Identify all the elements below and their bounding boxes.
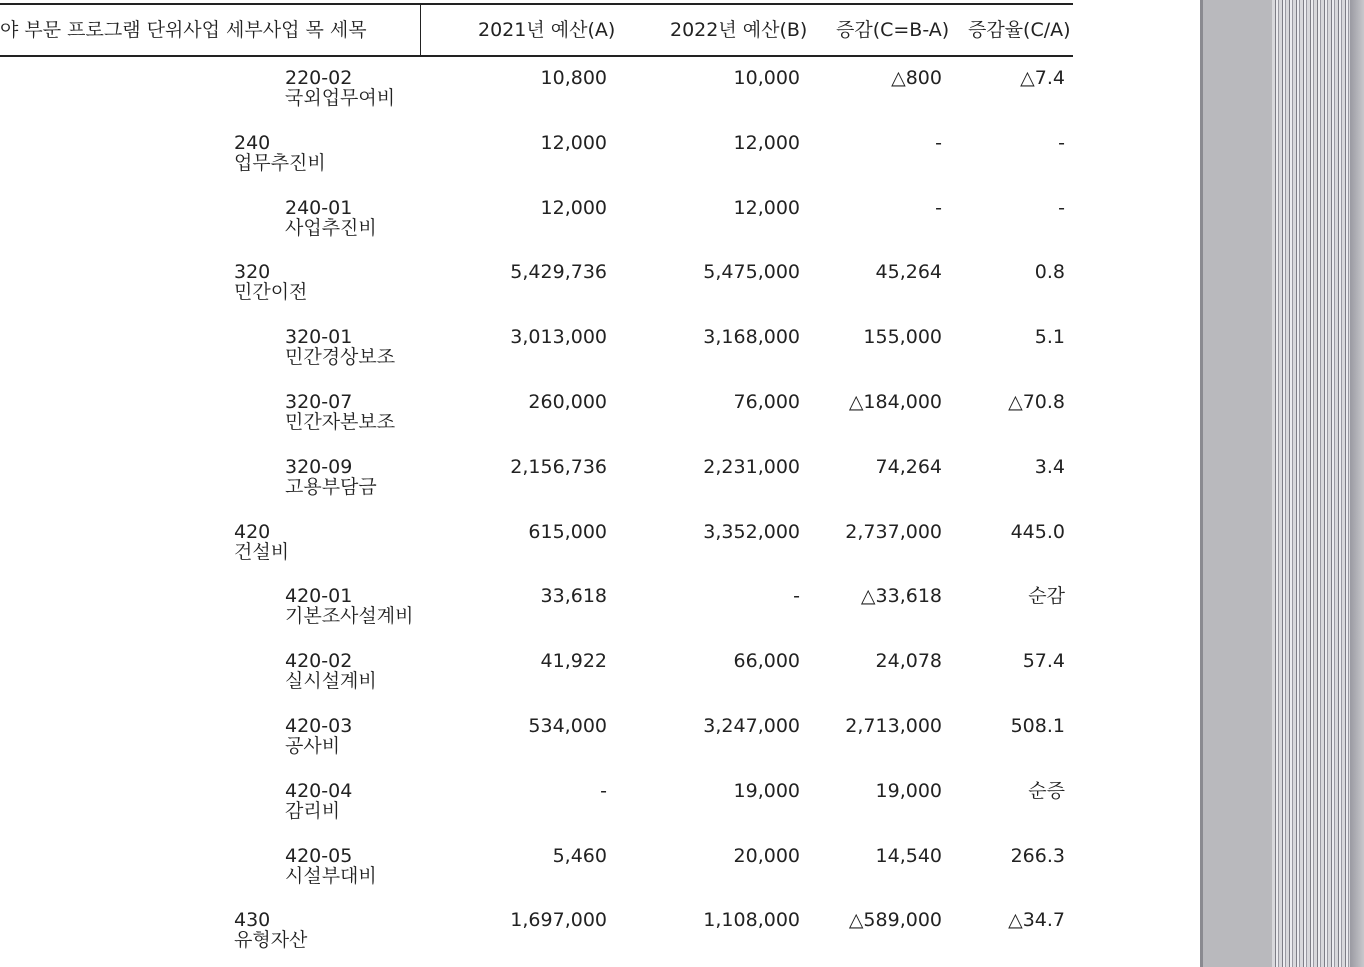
- budget-2022-cell: 12,000: [733, 196, 800, 219]
- budget-2022-cell: 76,000: [733, 390, 800, 413]
- difference-cell: △800: [891, 67, 942, 89]
- change-rate-cell: 57.4: [1022, 650, 1065, 673]
- item-code: 420-05: [285, 844, 353, 867]
- item-label: [285, 651, 377, 691]
- budget-2022-cell: 10,000: [733, 67, 800, 89]
- change-rate-cell: 266.3: [1010, 844, 1065, 867]
- budget-2021-cell: 615,000: [528, 520, 607, 543]
- item-label: [285, 327, 395, 367]
- item-code: 420-03: [285, 714, 353, 737]
- item-name: 민간경상보조: [285, 346, 396, 369]
- item-name: 실시설계비: [285, 670, 377, 693]
- difference-cell: 24,078: [875, 650, 942, 673]
- item-label: [234, 262, 307, 302]
- budget-2021-cell: -: [600, 779, 607, 802]
- budget-2021-cell: 5,460: [552, 844, 607, 867]
- item-code: 320-09: [285, 455, 353, 478]
- item-label: [285, 716, 352, 756]
- budget-2022-cell: 20,000: [733, 844, 800, 867]
- item-label: [285, 846, 377, 886]
- difference-cell: 14,540: [875, 844, 942, 867]
- change-rate-cell: 445.0: [1010, 520, 1065, 543]
- item-code: 240-01: [285, 196, 353, 219]
- table-row: [0, 898, 1100, 963]
- item-code: 320-07: [285, 390, 353, 413]
- table-row: [0, 56, 1100, 121]
- difference-cell: -: [935, 196, 942, 219]
- change-rate-cell: 508.1: [1010, 714, 1065, 737]
- difference-cell: 19,000: [875, 779, 942, 802]
- budget-2021-cell: 3,013,000: [510, 326, 607, 349]
- table-row: [0, 186, 1100, 251]
- difference-cell: -: [935, 131, 942, 154]
- table-row: [0, 639, 1100, 704]
- change-rate-cell: 5.1: [1034, 326, 1065, 349]
- item-label: [285, 68, 395, 108]
- header-category-columns: 야 부문 프로그램 단위사업 세부사업 목 세목: [0, 19, 367, 41]
- header-column-divider: [420, 4, 421, 56]
- change-rate-cell: 0.8: [1034, 261, 1065, 284]
- difference-cell: 74,264: [875, 455, 942, 478]
- budget-2022-cell: 5,475,000: [703, 261, 800, 284]
- budget-2022-cell: 66,000: [733, 650, 800, 673]
- table-row: [0, 315, 1100, 380]
- item-label: [234, 133, 326, 173]
- budget-2021-cell: 41,922: [540, 650, 607, 673]
- item-name: 사업추진비: [285, 216, 377, 239]
- difference-cell: 2,713,000: [845, 714, 942, 737]
- difference-cell: △184,000: [848, 390, 942, 413]
- table-row: [0, 121, 1100, 186]
- item-label: [285, 457, 377, 497]
- budget-2022-cell: 3,247,000: [703, 714, 800, 737]
- item-name: 시설부대비: [285, 864, 377, 887]
- item-name: 업무추진비: [234, 151, 326, 174]
- table-row: [0, 769, 1100, 834]
- item-code: 420-01: [285, 585, 353, 608]
- item-name: 건설비: [234, 540, 290, 563]
- page-edge: [1200, 0, 1203, 967]
- budget-2021-cell: 10,800: [540, 67, 607, 89]
- difference-cell: △33,618: [860, 585, 942, 608]
- difference-cell: 45,264: [875, 261, 942, 284]
- item-name: 민간자본보조: [285, 410, 396, 433]
- budget-2021-cell: 12,000: [540, 196, 607, 219]
- change-rate-cell: -: [1058, 196, 1065, 219]
- budget-2022-cell: 3,352,000: [703, 520, 800, 543]
- item-label: [234, 910, 307, 950]
- budget-2021-cell: 1,697,000: [510, 909, 607, 932]
- item-name: 공사비: [285, 734, 341, 757]
- header-budget-2022: 2022년 예산(B): [670, 19, 808, 41]
- budget-2021-cell: 12,000: [540, 131, 607, 154]
- difference-cell: 155,000: [863, 326, 942, 349]
- budget-2021-cell: 33,618: [540, 585, 607, 608]
- header-budget-2021: 2021년 예산(A): [478, 19, 616, 41]
- table-row: [0, 250, 1100, 315]
- difference-cell: 2,737,000: [845, 520, 942, 543]
- change-rate-cell: △34.7: [1008, 909, 1065, 932]
- item-code: 220-02: [285, 67, 353, 89]
- item-label: [234, 522, 289, 562]
- budget-2022-cell: 12,000: [733, 131, 800, 154]
- budget-2021-cell: 2,156,736: [510, 455, 607, 478]
- item-code: 430: [234, 909, 271, 932]
- budget-2021-cell: 5,429,736: [510, 261, 607, 284]
- item-name: 유형자산: [234, 929, 308, 952]
- item-name: 민간이전: [234, 281, 308, 304]
- item-code: 420-02: [285, 650, 353, 673]
- table-row: [0, 834, 1100, 899]
- item-code: 420-04: [285, 779, 353, 802]
- item-label: [285, 781, 352, 821]
- item-name: 기본조사설계비: [285, 605, 414, 628]
- budget-2022-cell: 2,231,000: [703, 455, 800, 478]
- table-row: [0, 704, 1100, 769]
- difference-cell: △589,000: [848, 909, 942, 932]
- item-name: 고용부담금: [285, 475, 377, 498]
- item-label: [285, 586, 413, 626]
- page-stack-shadow: [1350, 0, 1364, 967]
- header-difference: 증감(C=B-A): [836, 19, 950, 41]
- item-code: 320: [234, 261, 271, 284]
- change-rate-cell: 순증: [1028, 779, 1065, 802]
- table-row: [0, 510, 1100, 575]
- change-rate-cell: △70.8: [1008, 390, 1065, 413]
- change-rate-cell: 3.4: [1034, 455, 1065, 478]
- item-code: 420: [234, 520, 271, 543]
- change-rate-cell: △7.4: [1020, 67, 1065, 89]
- header-top-rule: [0, 3, 1073, 5]
- item-name: 국외업무여비: [285, 87, 396, 109]
- budget-2021-cell: 534,000: [528, 714, 607, 737]
- table-row: [0, 380, 1100, 445]
- item-code: 240: [234, 131, 271, 154]
- item-label: [285, 392, 395, 432]
- budget-table-body: [0, 56, 1100, 963]
- budget-2022-cell: 3,168,000: [703, 326, 800, 349]
- table-row: [0, 445, 1100, 510]
- budget-2021-cell: 260,000: [528, 390, 607, 413]
- budget-2022-cell: -: [793, 585, 800, 608]
- budget-2022-cell: 1,108,000: [703, 909, 800, 932]
- change-rate-cell: -: [1058, 131, 1065, 154]
- item-name: 감리비: [285, 799, 341, 822]
- budget-2022-cell: 19,000: [733, 779, 800, 802]
- item-code: 320-01: [285, 326, 353, 349]
- item-label: [285, 198, 377, 238]
- page-stack-edge: [1272, 0, 1350, 967]
- header-change-rate: 증감율(C/A): [968, 19, 1071, 41]
- change-rate-cell: 순감: [1028, 585, 1065, 608]
- table-row: [0, 574, 1100, 639]
